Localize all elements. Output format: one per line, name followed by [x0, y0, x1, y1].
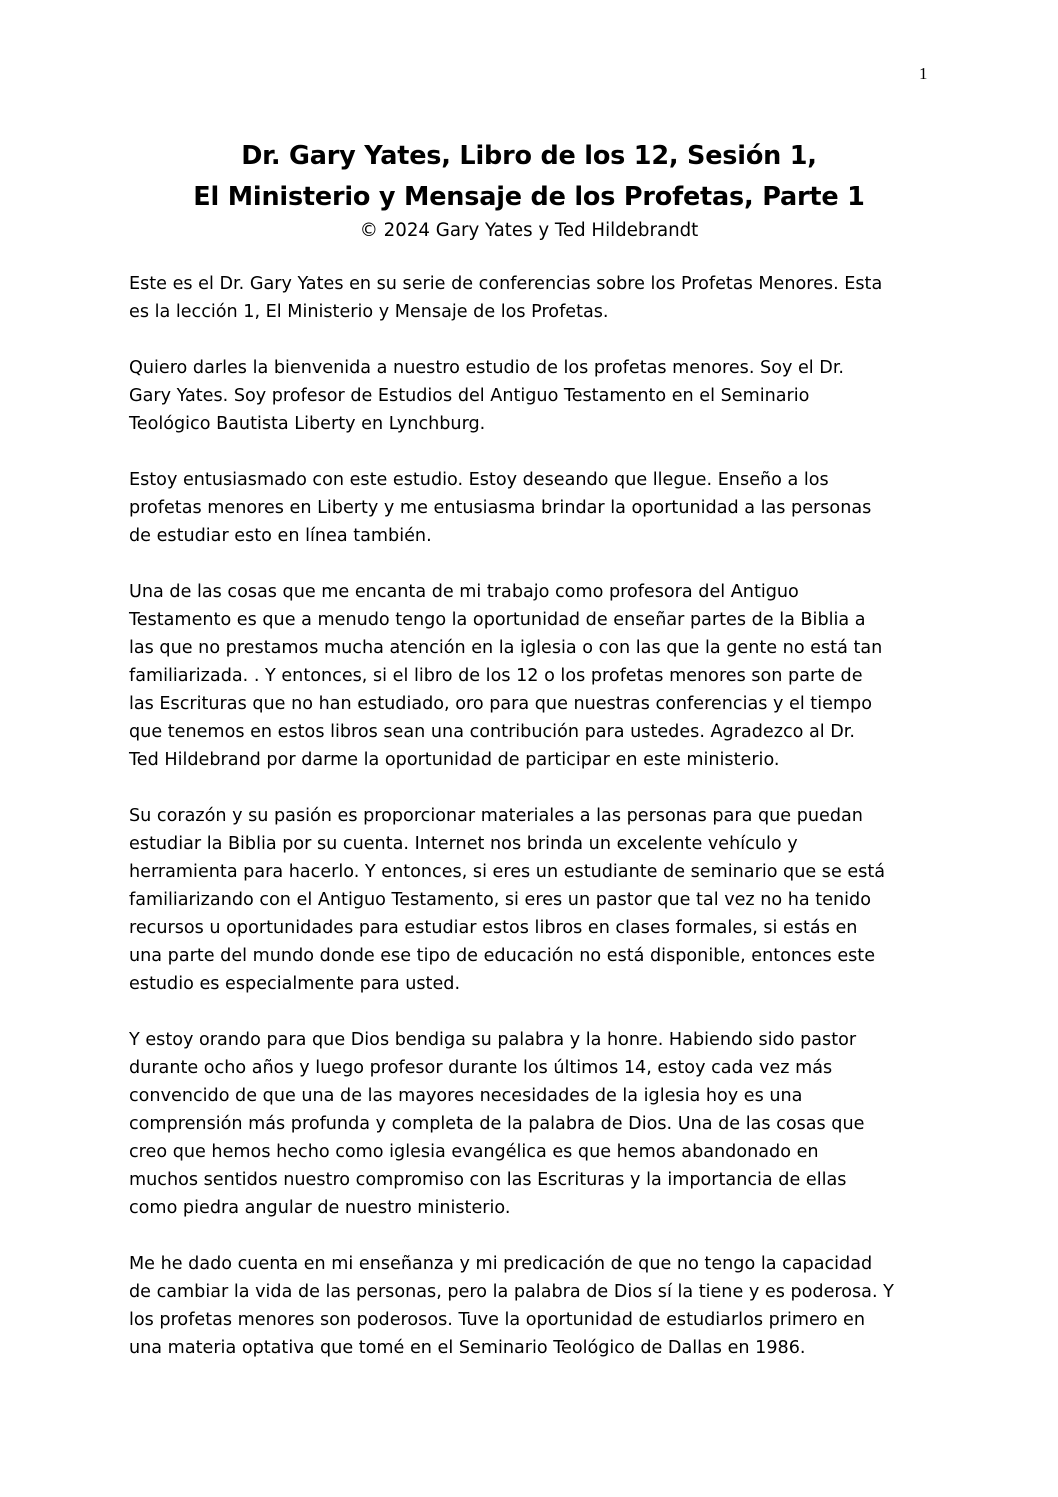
paragraph-line: de estudiar esto en línea también. [129, 526, 432, 546]
paragraph-line: profetas menores en Liberty y me entusiasma brindar la oportunidad a las personas [129, 498, 872, 518]
paragraph-line: Teológico Bautista Liberty en Lynchburg. [129, 414, 486, 434]
paragraph-line: herramienta para hacerlo. Y entonces, si eres un estudiante de seminario que se está [129, 862, 886, 882]
paragraph-line: Me he dado cuenta en mi enseñanza y mi predicación de que no tengo la capacidad [129, 1254, 873, 1274]
paragraph-line: estudio es especialmente para usted. [129, 974, 461, 994]
paragraph-line: comprensión más profunda y completa de la palabra de Dios. Una de las cosas que [129, 1114, 865, 1134]
paragraph-line: las que no prestamos mucha atención en la iglesia o con las que la gente no está tan [129, 638, 883, 658]
paragraph-line: de cambiar la vida de las personas, pero la palabra de Dios sí la tiene y es poderosa. Y [129, 1282, 894, 1302]
paragraph [129, 578, 949, 774]
paragraph-line: Este es el Dr. Gary Yates en su serie de conferencias sobre los Profetas Menores. Esta [129, 274, 883, 294]
paragraph-line: familiarizando con el Antiguo Testamento, si eres un pastor que tal vez no ha tenido [129, 890, 871, 910]
paragraph-line: muchos sentidos nuestro compromiso con las Escrituras y la importancia de ellas [129, 1170, 847, 1190]
title-line-1: Dr. Gary Yates, Libro de los 12, Sesión 1, [241, 141, 817, 171]
paragraph-line: Ted Hildebrand por darme la oportunidad de participar en este ministerio. [129, 750, 780, 770]
paragraph-line: las Escrituras que no han estudiado, oro para que nuestras conferencias y el tiempo [129, 694, 872, 714]
document-header [0, 136, 1058, 244]
paragraph-line: familiarizada. . Y entonces, si el libro de los 12 o los profetas menores son parte de [129, 666, 863, 686]
paragraph-line: que tenemos en estos libros sean una contribución para ustedes. Agradezco al Dr. [129, 722, 856, 742]
paragraph [129, 1026, 949, 1222]
paragraph-line: Su corazón y su pasión es proporcionar materiales a las personas para que puedan [129, 806, 863, 826]
copyright-line: © 2024 Gary Yates y Ted Hildebrandt [359, 220, 699, 241]
paragraph-line: Gary Yates. Soy profesor de Estudios del Antiguo Testamento en el Seminario [129, 386, 810, 406]
paragraph-line: durante ocho años y luego profesor durante los últimos 14, estoy cada vez más [129, 1058, 833, 1078]
paragraph-line: una parte del mundo donde ese tipo de educación no está disponible, entonces este [129, 946, 876, 966]
paragraph-line: Una de las cosas que me encanta de mi trabajo como profesora del Antiguo [129, 582, 799, 602]
page-number: 1 [919, 64, 928, 83]
paragraph-line: creo que hemos hecho como iglesia evangélica es que hemos abandonado en [129, 1142, 819, 1162]
title-line-2: El Ministerio y Mensaje de los Profetas, Parte 1 [193, 182, 865, 212]
paragraph-line: Estoy entusiasmado con este estudio. Estoy deseando que llegue. Enseño a los [129, 470, 829, 490]
document-body [129, 270, 949, 1390]
paragraph-line: Quiero darles la bienvenida a nuestro estudio de los profetas menores. Soy el Dr. [129, 358, 845, 378]
paragraph [129, 466, 949, 550]
paragraph-line: Testamento es que a menudo tengo la oportunidad de enseñar partes de la Biblia a [129, 610, 866, 630]
paragraph-line: como piedra angular de nuestro ministerio. [129, 1198, 511, 1218]
paragraph-line: Y estoy orando para que Dios bendiga su palabra y la honre. Habiendo sido pastor [129, 1030, 857, 1050]
paragraph-line: es la lección 1, El Ministerio y Mensaje de los Profetas. [129, 302, 609, 322]
paragraph-line: recursos u oportunidades para estudiar estos libros en clases formales, si estás en [129, 918, 858, 938]
paragraph [129, 1250, 949, 1362]
paragraph [129, 270, 949, 326]
paragraph-line: los profetas menores son poderosos. Tuve la oportunidad de estudiarlos primero en [129, 1310, 866, 1330]
paragraph [129, 802, 949, 998]
paragraph [129, 354, 949, 438]
paragraph-line: convencido de que una de las mayores necesidades de la iglesia hoy es una [129, 1086, 803, 1106]
paragraph-line: una materia optativa que tomé en el Seminario Teológico de Dallas en 1986. [129, 1338, 806, 1358]
paragraph-line: estudiar la Biblia por su cuenta. Internet nos brinda un excelente vehículo y [129, 834, 798, 854]
